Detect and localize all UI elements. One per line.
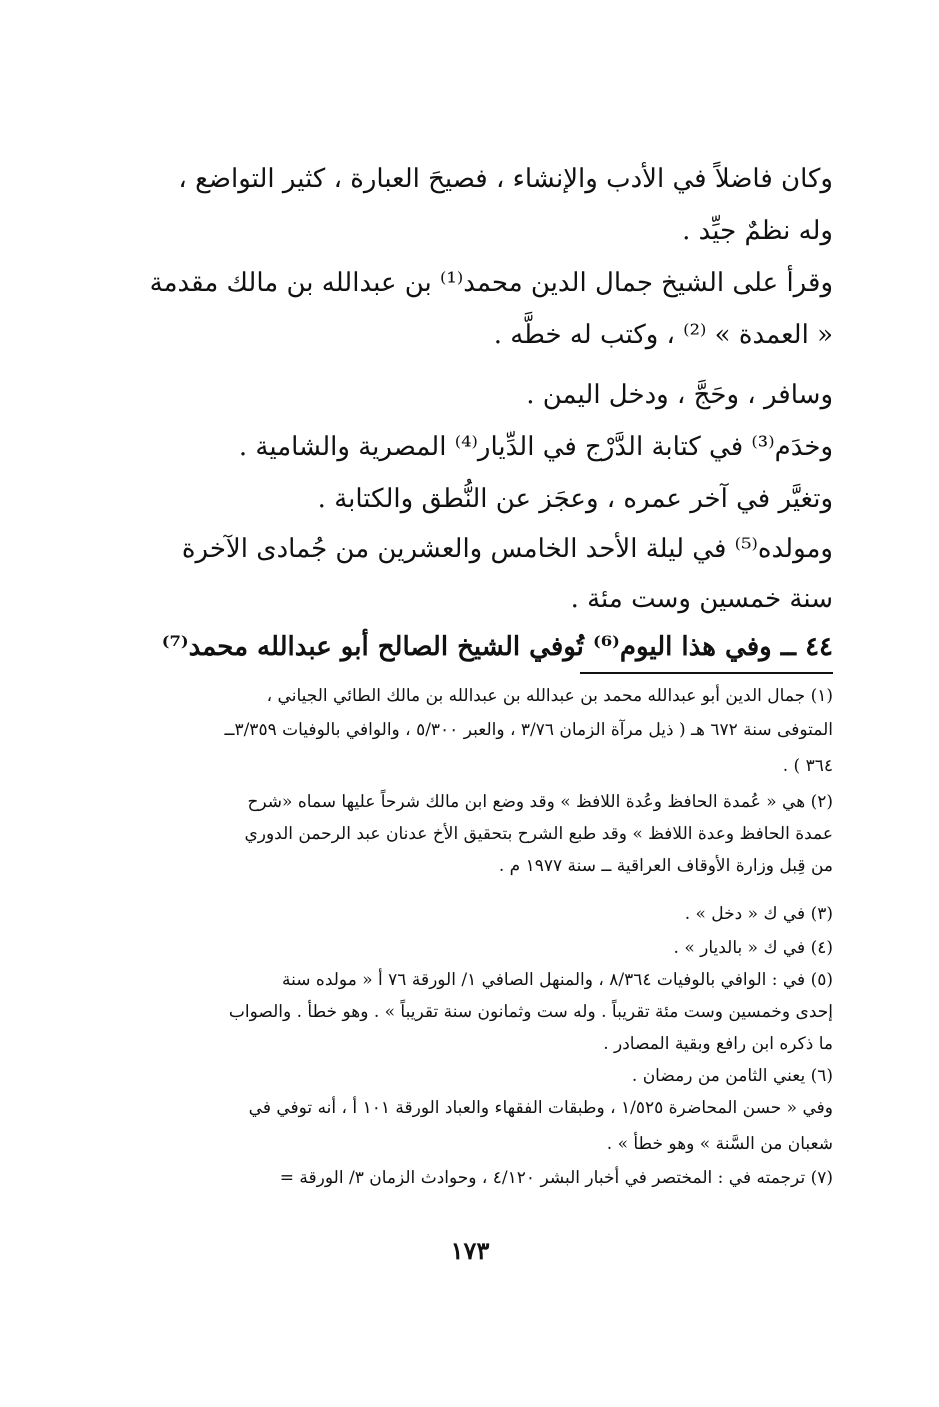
footnote-line: (٧) ترجمته في : المختصر في أخبار البشر ٤/١٢٠ ، وحوادث الزمان ٣/ الورقة = [279, 1168, 833, 1188]
footnote-line: (١) جمال الدين أبو عبدالله محمد بن عبدالله بن عبدالله بن مالك الطائي الجياني ، [266, 686, 833, 706]
main-text-line: « العمدة » ⁽²⁾ ، وكتب له خطَّه . [493, 320, 833, 350]
main-text-line: سنة خمسين وست مئة . [570, 584, 833, 614]
footnote-line: (٣) في ك « دخل » . [684, 904, 833, 924]
main-text-line: وسافر ، وحَجَّ ، ودخل اليمن . [526, 380, 833, 410]
footnote-line: (٥) في : الوافي بالوفيات ٨/٣٦٤ ، والمنهل الصافي ١/ الورقة ٧٦ أ « مولده سنة [282, 970, 833, 990]
footnote-line: وفي « حسن المحاضرة ١/٥٢٥ ، وطبقات الفقهاء والعباد الورقة ١٠١ أ ، أنه توفي في [248, 1098, 833, 1118]
main-text-line: ومولده⁽⁵⁾ في ليلة الأحد الخامس والعشرين من جُمادى الآخرة [181, 534, 833, 564]
footnote-line: ٣٦٤ ) . [782, 756, 833, 776]
page-number: ١٧٣ [450, 1236, 490, 1265]
main-text-line: وكان فاضلاً في الأدب والإنشاء ، فصيحَ العبارة ، كثير التواضع ، [178, 164, 833, 194]
footnote-line: عمدة الحافظ وعدة اللافظ » وقد طبع الشرح بتحقيق الأخ عدنان عبد الرحمن الدوري [244, 824, 833, 844]
footnote-line: شعبان من السَّنة » وهو خطأ » . [606, 1134, 833, 1154]
main-text-line: وقرأ على الشيخ جمال الدين محمد⁽¹⁾ بن عبدالله بن مالك مقدمة [149, 268, 833, 298]
main-text-line: وخدَم⁽³⁾ في كتابة الدَّرْج في الدِّيار⁽⁴⁾ المصرية والشامية . [238, 432, 833, 462]
footnote-line: ما ذكره ابن رافع وبقية المصادر . [603, 1034, 833, 1054]
footnote-line: (٢) هي « عُمدة الحافظ وعُدة اللافظ » وقد وضع ابن مالك شرحاً عليها سماه «شرح [247, 792, 833, 812]
footnote-line: إحدى وخمسين وست مئة تقريباً . وله ست وثمانون سنة تقريباً » . وهو خطأ . والصواب [228, 1002, 833, 1022]
entry-heading: ٤٤ ــ وفي هذا اليوم⁽⁶⁾ تُوفي الشيخ الصالح أبو عبدالله محمد⁽⁷⁾ [161, 632, 833, 662]
footnote-line: (٤) في ك « بالديار » . [673, 938, 833, 958]
footnote-line: من قِبل وزارة الأوقاف العراقية ــ سنة ١٩٧٧ م . [498, 856, 833, 876]
footnote-line: (٦) يعني الثامن من رمضان . [631, 1066, 833, 1086]
main-text-line: وتغيَّر في آخر عمره ، وعجَز عن النُّطق والكتابة . [317, 484, 833, 514]
main-text-line: وله نظمٌ جيِّد . [682, 216, 833, 246]
footnote-line: المتوفى سنة ٦٧٢ هـ ( ذيل مرآة الزمان ٣/٧٦ ، والعبر ٥/٣٠٠ ، والوافي بالوفيات ٣/٣٥٩ــ [224, 720, 833, 740]
footnote-separator [580, 672, 833, 674]
